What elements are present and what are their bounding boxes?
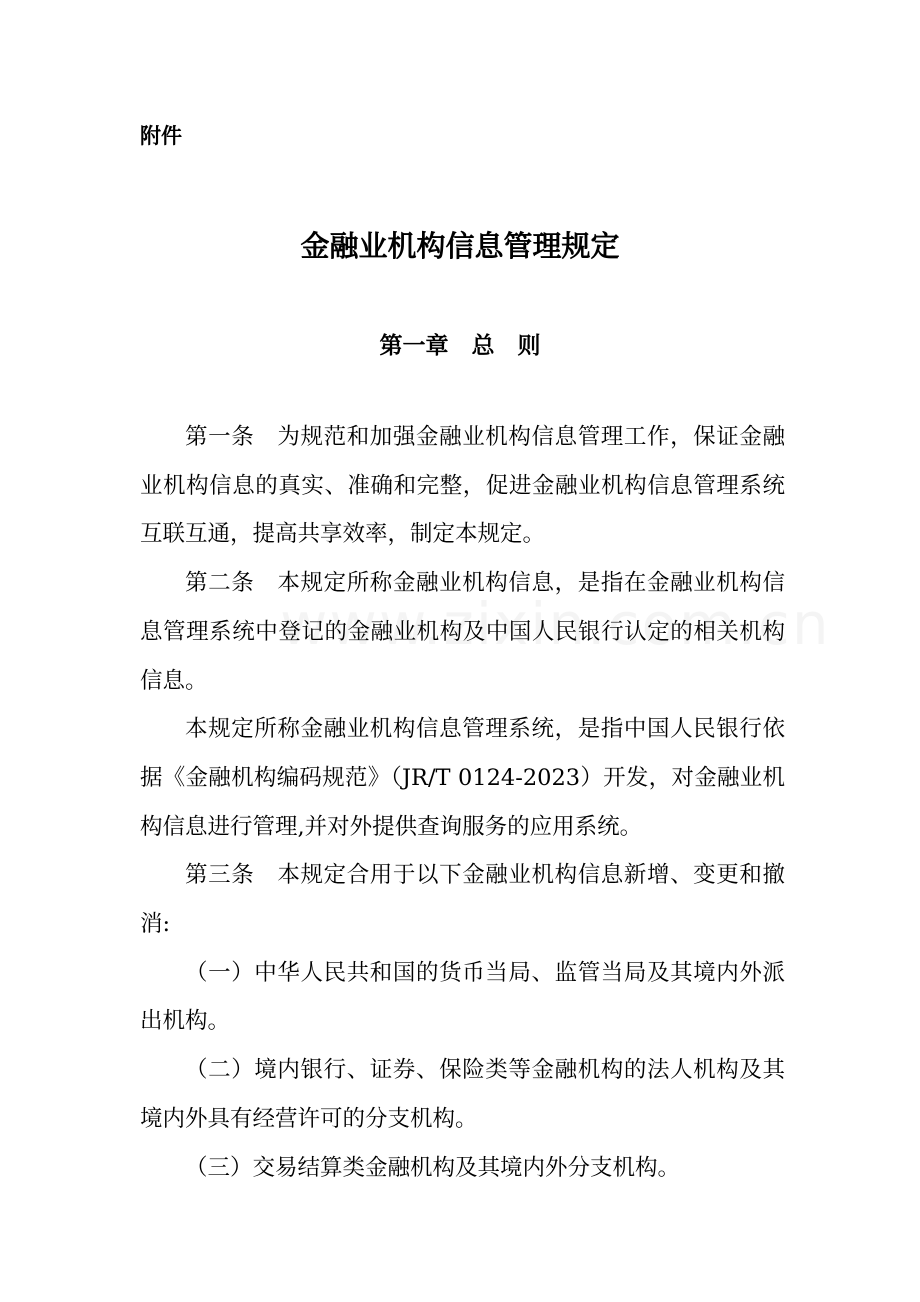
document-body <box>140 413 785 1192</box>
paragraph-text: 本规定所称金融业机构信息管理系统，是指中国人民银行依据《金融机构编码规范》（JR/T 0124-2023）开发，对金融业机构信息进行管理,并对外提供查询服务的应用系统。 <box>140 716 785 840</box>
paragraph-article-2 <box>140 559 785 705</box>
paragraph-text: （三）交易结算类金融机构及其境内外分支机构。 <box>185 1154 681 1181</box>
list-item-2 <box>140 1046 785 1143</box>
paragraph-text: 本规定所称金融业机构信息，是指在金融业机构信息管理系统中登记的金融业机构及中国人民银行认定的相关机构信息。 <box>140 570 785 694</box>
paragraph-article-1 <box>140 413 785 559</box>
article-number: 第二条 <box>185 570 278 597</box>
paragraph-text: （一）中华人民共和国的货币当局、监管当局及其境内外派出机构。 <box>140 959 785 1035</box>
annex-label: 附件 <box>140 124 182 148</box>
paragraph-article-3 <box>140 851 785 948</box>
document-title: 金融业机构信息管理规定 <box>300 229 620 263</box>
chapter-heading: 第一章 总 则 <box>379 333 541 359</box>
paragraph-text: 为规范和加强金融业机构信息管理工作，保证金融业机构信息的真实、准确和完整，促进金融业机构信息管理系统互联互通，提高共享效率，制定本规定。 <box>140 424 785 548</box>
paragraph-text: （二）境内银行、证券、保险类等金融机构的法人机构及其境内外具有经营许可的分支机构。 <box>140 1057 785 1132</box>
list-item-3 <box>140 1144 785 1193</box>
paragraph-text: 本规定合用于以下金融业机构信息新增、变更和撤消: <box>140 862 785 938</box>
article-number: 第一条 <box>185 424 278 450</box>
article-number: 第三条 <box>185 862 278 889</box>
list-item-1 <box>140 949 785 1046</box>
paragraph-system-definition <box>140 705 785 851</box>
